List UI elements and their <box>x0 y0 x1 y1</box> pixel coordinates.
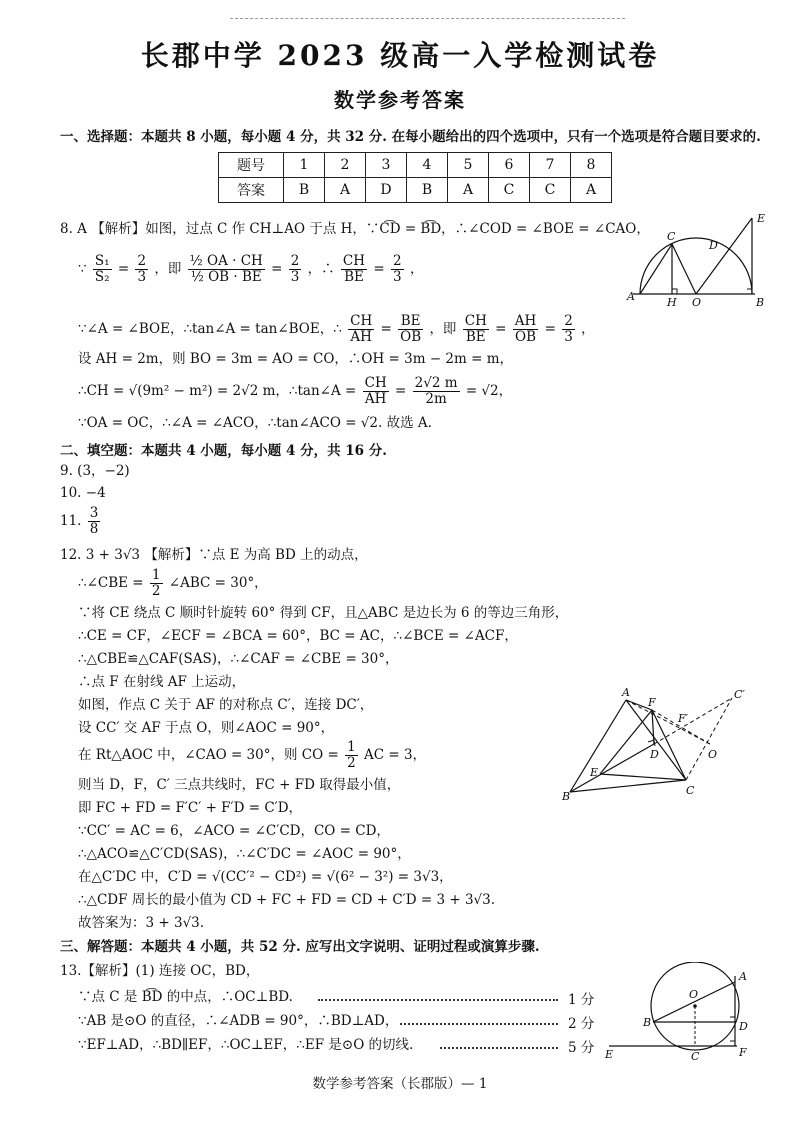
frac-den: 8 <box>89 521 99 537</box>
frac-den: 2 <box>151 583 161 599</box>
fraction <box>150 568 163 599</box>
q12-line-13: ∴△ACO≌△C′CD(SAS)，∴∠C′DC = ∠AOC = 90°， <box>78 846 411 862</box>
q12-line-7: 如图，作点 C 关于 AF 的对称点 C′，连接 DC′， <box>78 697 374 713</box>
point-label-d: D <box>739 1020 748 1033</box>
frac-den: OB <box>400 329 422 345</box>
frac-den: 3 <box>392 269 402 285</box>
fraction <box>363 376 389 407</box>
fraction <box>562 314 575 345</box>
q-answer: C <box>530 178 571 203</box>
q8-l3-text: ， <box>581 321 595 337</box>
row-label-number: 题号 <box>219 153 284 178</box>
q13-line-4: ∵EF⊥AD，∴BD∥EF，∴OC⊥EF，∴EF 是⊙O 的切线. <box>78 1037 414 1053</box>
frac-num: BE <box>398 314 423 330</box>
section2-heading: 二、填空题：本题共 4 小题，每小题 4 分，共 16 分. <box>60 443 387 459</box>
answer-11-prefix: 11. <box>60 513 82 529</box>
q-answer: C <box>489 178 530 203</box>
page-footer: 数学参考答案（长郡版）— 1 <box>312 1076 488 1092</box>
answer-table <box>218 152 612 203</box>
q13-line-1: 13.【解析】(1) 连接 OC，BD， <box>60 963 260 979</box>
point-label-h: H <box>667 296 677 308</box>
q-answer: A <box>325 178 366 203</box>
point-label-c: C <box>691 1050 700 1063</box>
q8-l2-text: ，即 <box>154 261 182 277</box>
frac-den: 3 <box>290 269 300 285</box>
point-label-d: D <box>650 748 659 761</box>
frac-num: 2 <box>290 253 300 269</box>
q12-line-1: 12. 3 + 3√3 【解析】∵点 E 为高 BD 上的动点， <box>60 547 368 563</box>
q12-l2-text: ∠ABC = 30°， <box>168 575 268 591</box>
q12-line-10: 则当 D，F，C′ 三点共线时，FC + FD 取得最小值， <box>78 777 401 793</box>
frac-den: AH <box>350 329 372 345</box>
point-label-o: O <box>692 296 702 308</box>
score-1: 1 分 <box>568 992 595 1008</box>
fraction <box>413 376 460 407</box>
score-2: 2 分 <box>568 1016 595 1032</box>
q13-line-3: ∵AB 是⊙O 的直径，∴∠ADB = 90°，∴BD⊥AD， <box>78 1013 399 1029</box>
q13-line-2: ∵点 C 是 B͡D 的中点，∴OC⊥BD. <box>78 989 293 1005</box>
fraction <box>345 740 358 771</box>
q8-line-2 <box>78 254 423 285</box>
q12-line-12: ∵CC′ = AC = 6，∠ACO = ∠C′CD，CO = CD， <box>78 823 390 839</box>
q12-l9-text: AC = 3， <box>363 747 427 763</box>
q12-figure <box>560 686 760 806</box>
fraction <box>513 314 539 345</box>
point-label-b: B <box>562 790 571 803</box>
frac-num: CH <box>364 375 387 391</box>
q12-l9-text: 在 Rt△AOC 中，∠CAO = 30°，则 CO = <box>78 747 339 763</box>
frac-num: CH <box>464 313 487 329</box>
dot-leader <box>400 1023 558 1025</box>
q-number: 1 <box>284 153 325 178</box>
q8-line-6: ∵OA = OC，∴∠A = ∠ACO，∴tan∠ACO = √2. 故选 A. <box>78 415 432 431</box>
q-answer: B <box>284 178 325 203</box>
q12-l2-text: ∴∠CBE = <box>78 575 144 591</box>
fraction <box>188 254 265 285</box>
q8-l3-text: ，即 <box>429 321 457 337</box>
q8-l3-text: ∵∠A = ∠BOE，∴tan∠A = tan∠BOE，∴ <box>78 321 342 337</box>
row-label-answer: 答案 <box>219 178 284 203</box>
point-label-o: O <box>708 748 718 761</box>
q12-line-5: ∴△CBE≌△CAF(SAS)，∴∠CAF = ∠CBE = 30°， <box>78 651 399 667</box>
point-label-f-prime: F′ <box>678 712 689 725</box>
q8-l2-text: = <box>271 261 283 277</box>
q8-l3-text: = <box>380 321 392 337</box>
point-label-b: B <box>756 296 765 308</box>
q8-figure <box>625 208 775 308</box>
q-number: 6 <box>489 153 530 178</box>
frac-den: S₂ <box>94 269 110 285</box>
q12-line-2 <box>78 568 268 599</box>
fraction <box>348 314 374 345</box>
q12-line-16: 故答案为：3 + 3√3. <box>78 915 205 931</box>
q8-line-1: 8. A 【解析】如图，过点 C 作 CH⊥AO 于点 H，∵C͡D = B͡D，∴∠COD = ∠BOE = ∠CAO， <box>60 221 650 237</box>
fraction <box>88 506 101 537</box>
point-label-e: E <box>605 1048 614 1061</box>
frac-den: ½ OB · BE <box>190 269 262 285</box>
point-label-a: A <box>627 290 635 303</box>
frac-den: BE <box>465 329 486 345</box>
point-label-a: A <box>739 970 747 983</box>
frac-num: 2 <box>564 313 573 329</box>
frac-num: 3 <box>89 505 99 521</box>
fraction <box>391 254 404 285</box>
fraction <box>398 314 423 345</box>
top-dashed-rule <box>230 18 625 19</box>
frac-num: 2 <box>137 253 147 269</box>
answer-table-answer-row <box>219 178 612 203</box>
q12-line-9 <box>78 740 426 771</box>
fraction <box>135 254 148 285</box>
point-label-a: A <box>622 686 630 699</box>
page-subtitle: 数学参考答案 <box>334 88 466 112</box>
frac-den: AH <box>364 391 387 407</box>
frac-den: 3 <box>137 269 147 285</box>
q8-line-3 <box>78 314 595 345</box>
q12-line-14: 在△C′DC 中，C′D = √(CC′² − CD²) = √(6² − 3²) = 3√3， <box>78 869 453 885</box>
point-label-e: E <box>757 212 766 225</box>
frac-num: 2√2 m <box>414 375 458 391</box>
answer-10: 10. −4 <box>60 485 106 501</box>
q-number: 3 <box>366 153 407 178</box>
q-number: 8 <box>571 153 612 178</box>
frac-den: OB <box>515 329 537 345</box>
q-number: 2 <box>325 153 366 178</box>
q13-figure <box>605 962 785 1064</box>
page-title: 长郡中学 2023 级高一入学检测试卷 <box>140 39 660 72</box>
q8-line-4: 设 AH = 2m，则 BO = 3m = AO = CO，∴OH = 3m − 2m = m， <box>78 351 514 367</box>
q-answer: B <box>407 178 448 203</box>
frac-num: CH <box>342 253 366 269</box>
q-number: 5 <box>448 153 489 178</box>
q12-line-11: 即 FC + FD = F′C′ + F′D = C′D， <box>78 800 303 816</box>
point-label-b: B <box>643 1016 652 1029</box>
q-answer: A <box>571 178 612 203</box>
frac-den: 2 <box>347 755 356 771</box>
point-label-f: F <box>739 1046 747 1059</box>
frac-num: 2 <box>392 253 402 269</box>
q12-line-6: ∴点 F 在射线 AF 上运动， <box>78 674 246 690</box>
q8-l2-text: = <box>117 261 130 277</box>
frac-den: BE <box>344 269 364 285</box>
q8-l2-text: ∵ <box>78 261 87 277</box>
fraction <box>93 254 112 285</box>
point-label-o: O <box>689 988 699 1001</box>
q12-line-15: ∴△CDF 周长的最小值为 CD + FC + FD = CD + C′D = 3 + 3√3. <box>78 892 496 908</box>
q8-l3-text: = <box>544 321 556 337</box>
q-answer: A <box>448 178 489 203</box>
point-label-d: D <box>709 239 718 252</box>
frac-num: AH <box>514 313 537 329</box>
point-label-c: C <box>686 784 695 797</box>
frac-den: 3 <box>564 329 573 345</box>
fraction <box>341 254 367 285</box>
q8-l2-text: = <box>373 261 385 277</box>
fraction <box>463 314 489 345</box>
q-answer: D <box>366 178 407 203</box>
frac-den: 2m <box>425 391 447 407</box>
fraction <box>289 254 302 285</box>
point-label-c-prime: C′ <box>734 688 745 701</box>
answer-9: 9. (3，−2) <box>60 463 130 479</box>
section3-heading: 三、解答题：本题共 4 小题，共 52 分. 应写出文字说明、证明过程或演算步骤. <box>60 939 540 955</box>
frac-num: CH <box>350 313 373 329</box>
point-label-c: C <box>667 230 676 243</box>
q12-line-3: ∵将 CE 绕点 C 顺时针旋转 60° 得到 CF，且△ABC 是边长为 6 的等边三角形， <box>78 605 569 621</box>
q8-l2-text: ， <box>409 261 424 277</box>
answer-11 <box>60 506 102 537</box>
frac-num: S₁ <box>94 253 110 269</box>
section1-heading: 一、选择题：本题共 8 小题，每小题 4 分，共 32 分. 在每小题给出的四个选项中，只有一个选项是符合题目要求的. <box>60 129 761 145</box>
q-number: 7 <box>530 153 571 178</box>
dot-leader <box>318 999 558 1001</box>
q8-l2-text: ，∴ <box>307 261 335 277</box>
dot-leader <box>440 1047 558 1049</box>
point-label-e: E <box>590 766 599 779</box>
answer-table-number-row <box>219 153 612 178</box>
frac-num: 1 <box>347 739 356 755</box>
q8-line-5 <box>78 376 512 407</box>
q8-l3-text: = <box>495 321 507 337</box>
frac-num: ½ OA · CH <box>189 253 263 269</box>
point-label-f: F <box>648 696 656 709</box>
score-3: 5 分 <box>568 1040 595 1056</box>
q8-l5-text: = <box>395 383 407 399</box>
q8-l5-text: ∴CH = √(9m² − m²) = 2√2 m，∴tan∠A = <box>78 383 357 399</box>
q8-l5-text: = √2， <box>465 383 513 399</box>
q12-line-4: ∴CE = CF，∠ECF = ∠BCA = 60°，BC = AC，∴∠BCE = ∠ACF， <box>78 628 518 644</box>
q12-line-8: 设 CC′ 交 AF 于点 O，则∠AOC = 90°， <box>78 720 335 736</box>
frac-num: 1 <box>151 567 161 583</box>
q-number: 4 <box>407 153 448 178</box>
